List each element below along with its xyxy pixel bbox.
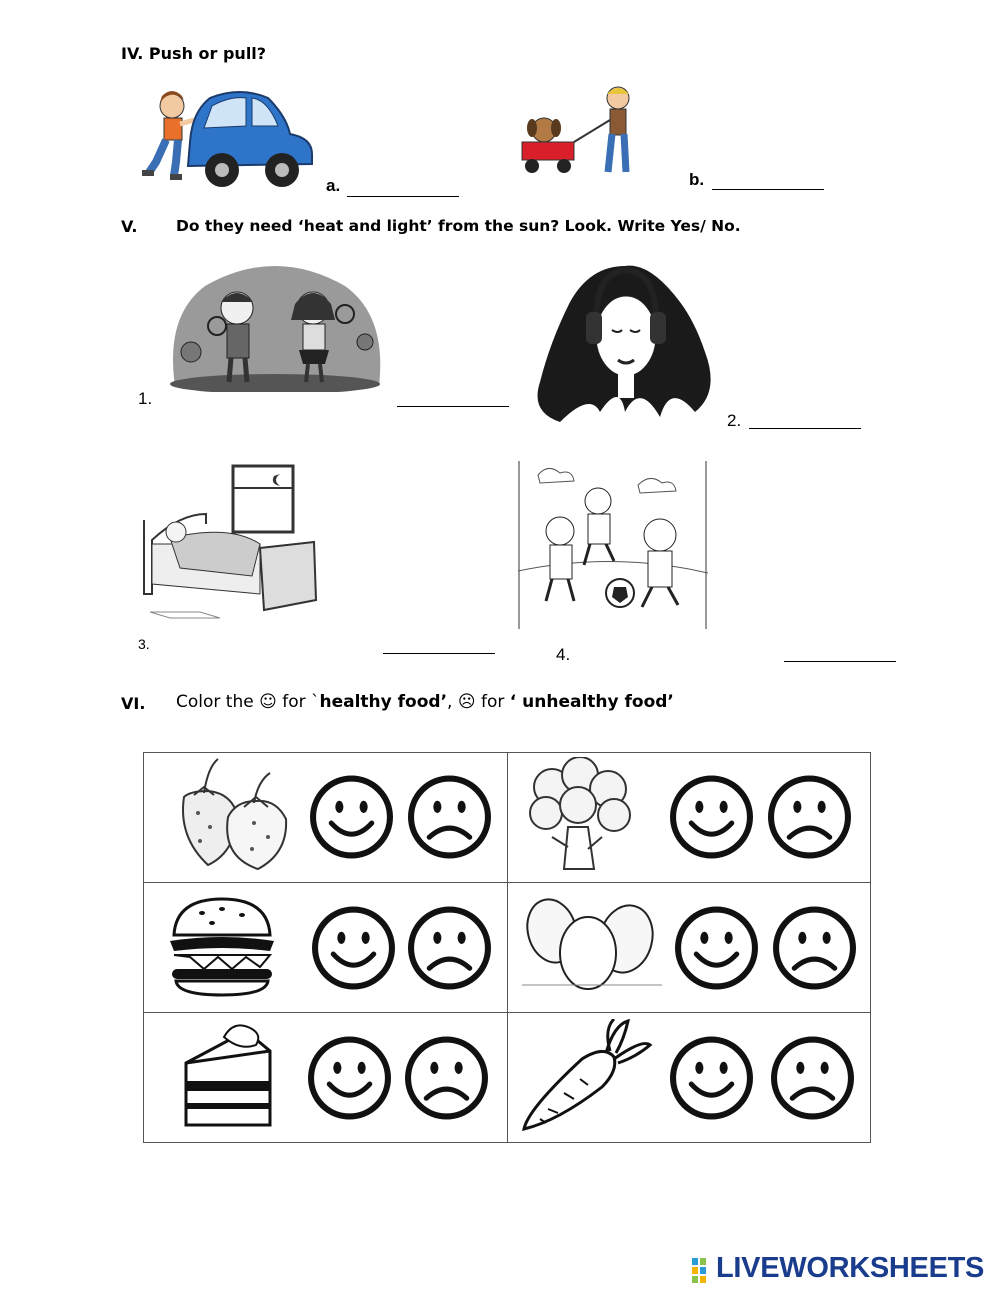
cake-image xyxy=(180,1021,276,1133)
answer-b-input[interactable] xyxy=(712,169,824,190)
strawberry-sad-face[interactable] xyxy=(407,774,492,860)
broccoli-sad-face[interactable] xyxy=(767,774,852,860)
cake-sad-face[interactable] xyxy=(404,1035,489,1121)
item-4-label: 4. xyxy=(556,645,571,664)
cake-happy-face[interactable] xyxy=(307,1035,392,1121)
item-1-input[interactable] xyxy=(397,386,509,407)
eggs-happy-face[interactable] xyxy=(674,905,759,991)
kids-football-image xyxy=(518,461,708,629)
cell-cake xyxy=(144,1013,508,1143)
section5-heading: Do they need ‘heat and light’ from the sun? Look. Write Yes/ No. xyxy=(176,217,741,235)
section6-bold-healthy: healthy food’ xyxy=(319,692,448,712)
food-table xyxy=(143,752,871,1143)
cell-strawberry xyxy=(144,753,508,883)
strawberry-image xyxy=(174,757,292,871)
eggs-sad-face[interactable] xyxy=(772,905,857,991)
section6-text-a: Color the ☺ for ` xyxy=(176,692,320,712)
item-4-input[interactable] xyxy=(784,641,896,662)
burger-image xyxy=(166,895,278,999)
boy-pushing-car-image xyxy=(140,82,320,190)
cell-burger xyxy=(144,883,508,1013)
eggs-image xyxy=(522,893,662,993)
section6-text-b: , ☹ for xyxy=(447,692,510,712)
cell-eggs xyxy=(507,883,871,1013)
kids-exploring-image xyxy=(165,256,387,392)
answer-a-label: a. xyxy=(326,176,341,195)
answer-b-label: b. xyxy=(689,170,705,189)
boy-pulling-wagon-image xyxy=(516,84,638,178)
answer-a-input[interactable] xyxy=(347,176,459,197)
section5-number: V. xyxy=(121,217,138,236)
item-1-label: 1. xyxy=(138,389,153,408)
cell-carrot xyxy=(507,1013,871,1143)
section6-heading xyxy=(176,692,674,712)
carrot-image xyxy=(518,1019,654,1135)
item-3-label: 3. xyxy=(138,636,150,652)
section6-number: VI. xyxy=(121,694,146,713)
item-3-input[interactable] xyxy=(383,633,495,654)
item-2-input[interactable] xyxy=(749,408,861,429)
liveworksheets-logo-text[interactable]: LIVEWORKSHEETS xyxy=(716,1252,985,1284)
burger-sad-face[interactable] xyxy=(407,905,492,991)
carrot-happy-face[interactable] xyxy=(669,1035,754,1121)
section4-heading: IV. Push or pull? xyxy=(121,44,267,63)
burger-happy-face[interactable] xyxy=(311,905,396,991)
carrot-sad-face[interactable] xyxy=(770,1035,855,1121)
broccoli-happy-face[interactable] xyxy=(669,774,754,860)
woman-headphones-image xyxy=(530,262,720,426)
strawberry-happy-face[interactable] xyxy=(309,774,394,860)
cell-broccoli xyxy=(507,753,871,883)
item-2-label: 2. xyxy=(727,411,742,430)
boy-sleeping-image xyxy=(140,464,320,624)
section6-bold-unhealthy: ‘ unhealthy food’ xyxy=(509,692,674,712)
broccoli-image xyxy=(522,757,636,877)
liveworksheets-logo-icon xyxy=(692,1258,716,1284)
